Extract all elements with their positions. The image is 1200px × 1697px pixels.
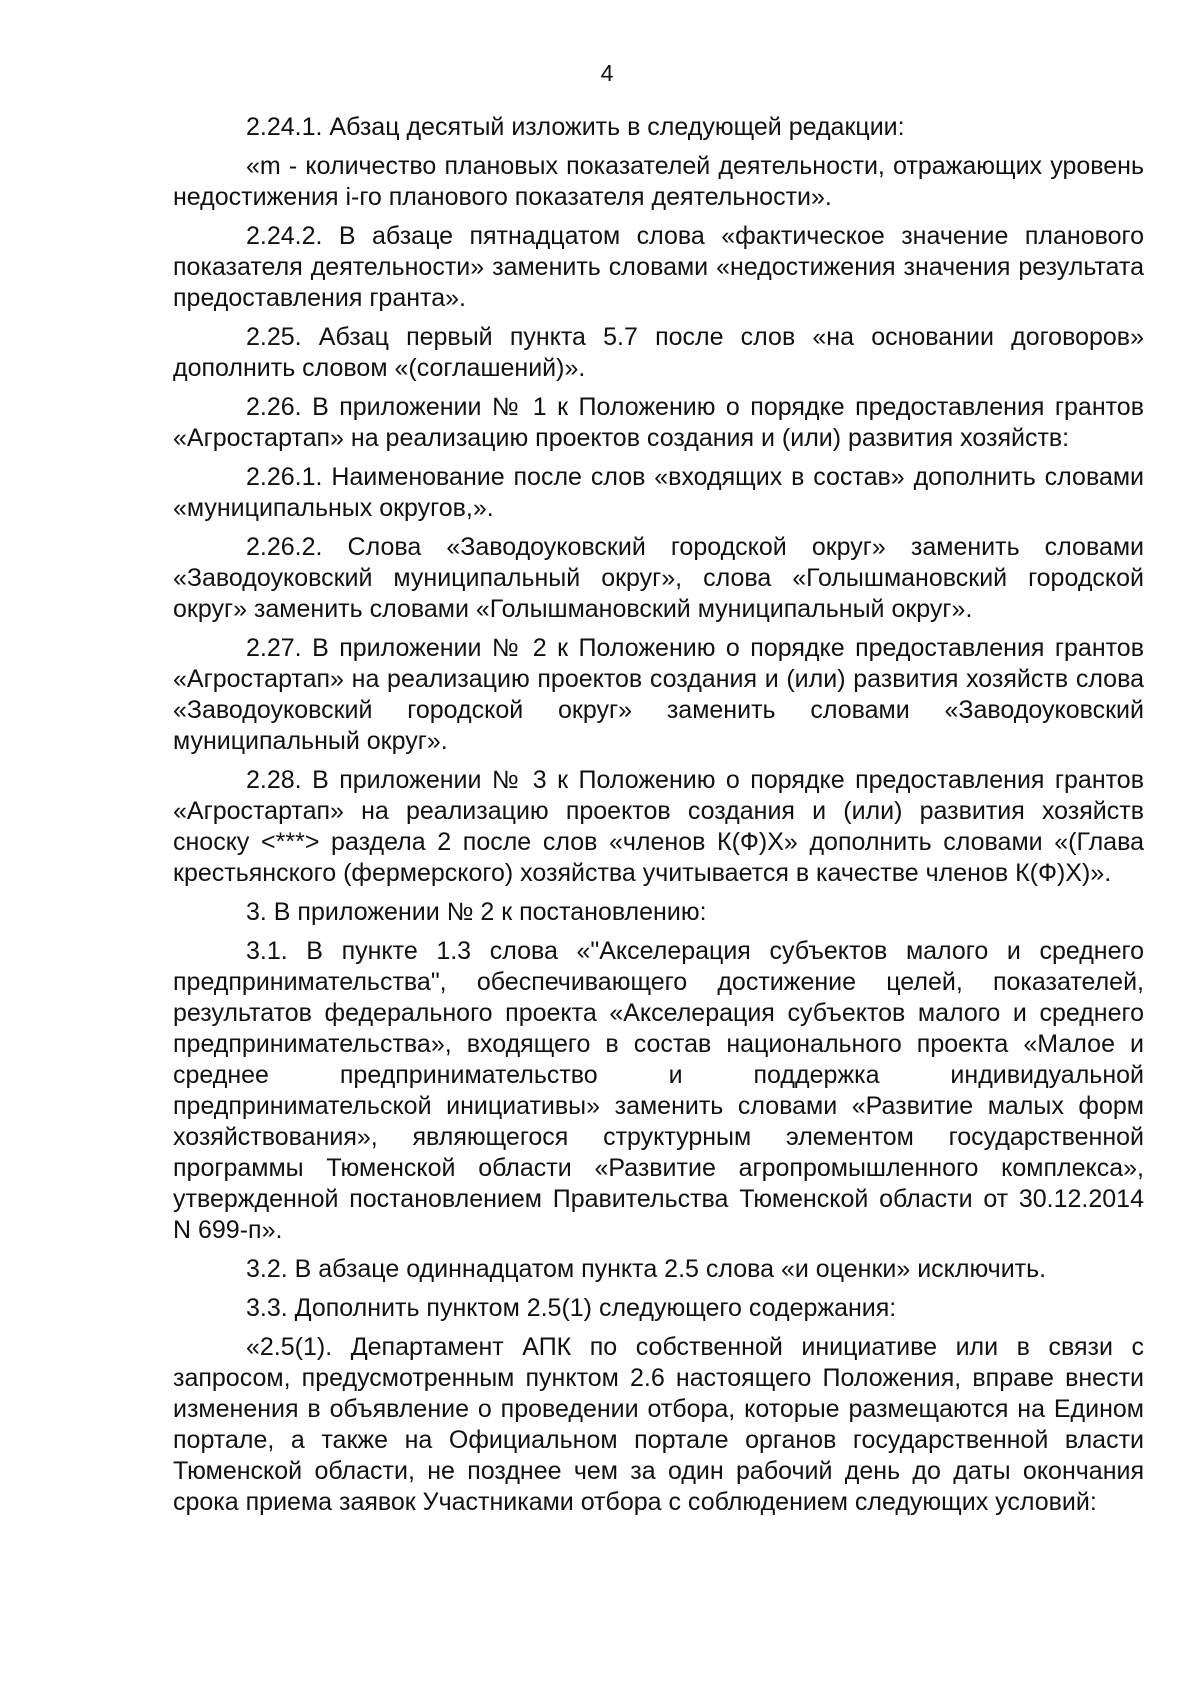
paragraph-m-definition: «m - количество плановых показателей деятельности, отражающих уровень недостижения i-го планового показателя деятельности».: [173, 152, 1144, 211]
paragraph-2-26-2: 2.26.2. Слова «Заводоуковский городской округ» заменить словами «Заводоуковский муниципальный округ», слова «Голышмановский городской округ» заменить словами «Голышмановский муниципальный округ».: [173, 533, 1144, 623]
paragraph-2-25: 2.25. Абзац первый пункта 5.7 после слов «на основании договоров» дополнить словом «(соглашений)».: [173, 323, 1144, 382]
paragraph-2-24-1: 2.24.1. Абзац десятый изложить в следующей редакции:: [246, 113, 905, 141]
paragraph-2-24-2: 2.24.2. В абзаце пятнадцатом слова «фактическое значение планового показателя деятельности» заменить словами «недостижения значения результата предоставления гранта».: [173, 222, 1144, 312]
page-number: 4: [600, 60, 614, 86]
paragraph-2-26: 2.26. В приложении № 1 к Положению о порядке предоставления грантов «Агростартап» на реализацию проектов создания и (или) развития хозяйств:: [173, 393, 1144, 452]
paragraph-3-2: 3.2. В абзаце одиннадцатом пункта 2.5 слова «и оценки» исключить.: [246, 1255, 1047, 1283]
paragraph-2-28: 2.28. В приложении № 3 к Положению о порядке предоставления грантов «Агростартап» на реализацию проектов создания и (или) развития хозяйств сноску <***> раздела 2 после слов «членов К(Ф)Х» дополнить словами «(Глава крестьянского (фермерского) хозяйства учитывается в качестве членов К(Ф)Х)».: [173, 766, 1144, 887]
paragraph-3-1: 3.1. В пункте 1.3 слова «"Акселерация субъектов малого и среднего предпринимательства", обеспечивающего достижение целей, показателей, результатов федерального проекта «Акселерация субъектов малого и среднего предпринимательства», входящего в состав национального проекта «Малое и среднее предпринимательство и поддержка индивидуальной предпринимательской инициативы» заменить словами «Развитие малых форм хозяйствования», являющегося структурным элементом государственной программы Тюменской области «Развитие агропромышленного комплекса», утвержденной постановлением Правительства Тюменской области от 30.12.2014 N 699-п».: [173, 937, 1144, 1244]
paragraph-3-3: 3.3. Дополнить пунктом 2.5(1) следующего содержания:: [246, 1294, 897, 1322]
document-body: [173, 112, 1144, 1526]
paragraph-2-5-1: «2.5(1). Департамент АПК по собственной инициативе или в связи с запросом, предусмотренным пунктом 2.6 настоящего Положения, вправе внести изменения в объявление о проведении отбора, которые размещаются на Едином портале, а также на Официальном портале органов государственной власти Тюменской области, не позднее чем за один рабочий день до даты окончания срока приема заявок Участниками отбора с соблюдением следующих условий:: [173, 1333, 1144, 1516]
paragraph-2-27: 2.27. В приложении № 2 к Положению о порядке предоставления грантов «Агростартап» на реализацию проектов создания и (или) развития хозяйств слова «Заводоуковский городской округ» заменить словами «Заводоуковский муниципальный округ».: [173, 634, 1144, 755]
paragraph-3: 3. В приложении № 2 к постановлению:: [246, 898, 707, 926]
paragraph-2-26-1: 2.26.1. Наименование после слов «входящих в состав» дополнить словами «муниципальных округов,».: [173, 463, 1144, 522]
